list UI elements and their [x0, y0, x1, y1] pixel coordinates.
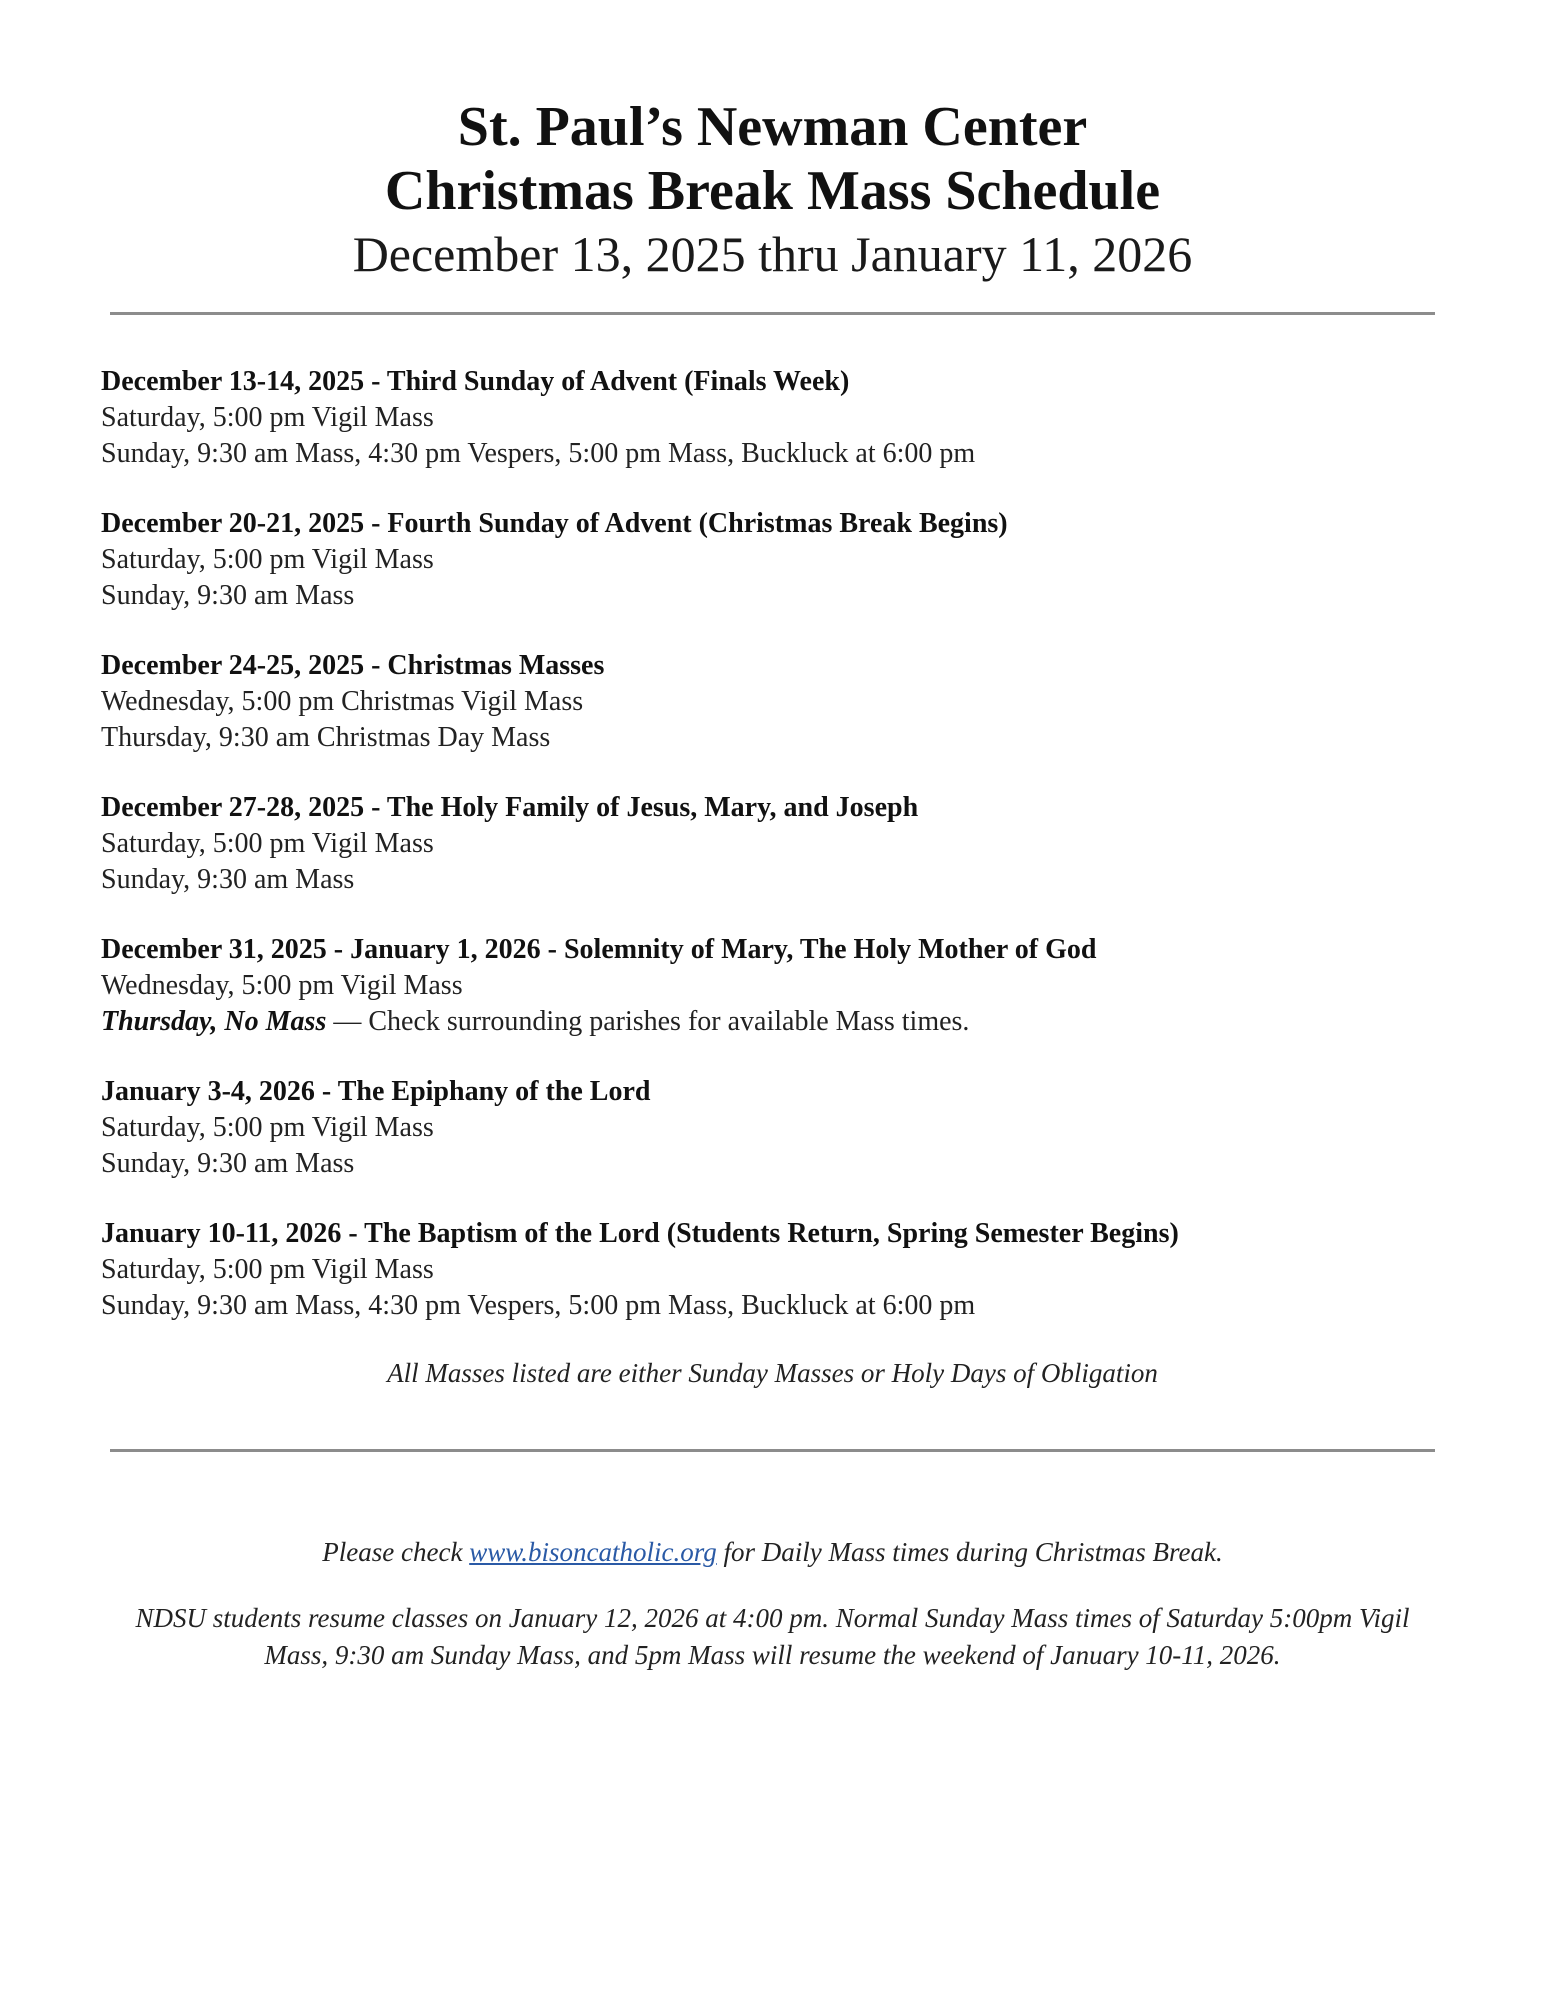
entry-heading: December 31, 2025 - January 1, 2026 - Solemnity of Mary, The Holy Mother of God: [101, 934, 1097, 965]
entry-line-special: [101, 1004, 1441, 1040]
entry-heading: January 10-11, 2026 - The Baptism of the Lord (Students Return, Spring Semester Begins): [101, 1218, 1179, 1249]
schedule-entry: [101, 364, 1441, 471]
entry-line: Saturday, 5:00 pm Vigil Mass: [101, 1112, 434, 1143]
obligation-note: All Masses listed are either Sunday Masses or Holy Days of Obligation: [387, 1358, 1158, 1388]
schedule-entry: [101, 790, 1441, 897]
entry-line: Sunday, 9:30 am Mass, 4:30 pm Vespers, 5:00 pm Mass, Buckluck at 6:00 pm: [101, 1289, 976, 1321]
top-divider: [110, 312, 1435, 315]
document-header: [0, 95, 1545, 285]
website-link[interactable]: www.bisoncatholic.org: [469, 1537, 717, 1567]
daily-mass-notice: [0, 1535, 1545, 1569]
no-mass-emphasis: Thursday, No Mass: [101, 1005, 327, 1037]
entry-line: Sunday, 9:30 am Mass, 4:30 pm Vespers, 5:00 pm Mass, Buckluck at 6:00 pm: [101, 437, 976, 469]
daily-mass-suffix: for Daily Mass times during Christmas Break.: [716, 1537, 1223, 1567]
entry-heading: December 20-21, 2025 - Fourth Sunday of Advent (Christmas Break Begins): [101, 508, 1008, 539]
entry-line: Sunday, 9:30 am Mass: [101, 863, 355, 895]
schedule-entry: [101, 506, 1441, 613]
entry-line: Sunday, 9:30 am Mass: [101, 579, 355, 611]
entry-line: Sunday, 9:30 am Mass: [101, 1147, 355, 1179]
classes-resume-notice: NDSU students resume classes on January 12, 2026 at 4:00 pm. Normal Sunday Mass times of Saturday 5:00pm Vigil Mass, 9:30 am Sunday Mass, and 5pm Mass will resume the weekend of January 10-11, 2026.: [135, 1603, 1410, 1670]
entry-line: Wednesday, 5:00 pm Vigil Mass: [101, 970, 463, 1001]
entry-heading: January 3-4, 2026 - The Epiphany of the Lord: [101, 1076, 651, 1107]
entry-line: Saturday, 5:00 pm Vigil Mass: [101, 402, 434, 433]
daily-mass-prefix: Please check: [322, 1537, 470, 1567]
entry-line: Thursday, 9:30 am Christmas Day Mass: [101, 721, 551, 753]
title-line-1: St. Paul’s Newman Center: [457, 96, 1088, 158]
bottom-divider: [110, 1449, 1435, 1452]
schedule-list: [101, 364, 1441, 1358]
schedule-entry: [101, 648, 1441, 755]
no-mass-note: — Check surrounding parishes for available Mass times.: [326, 1005, 970, 1037]
entry-line: Saturday, 5:00 pm Vigil Mass: [101, 544, 434, 575]
schedule-entry: [101, 932, 1441, 1039]
entry-heading: December 13-14, 2025 - Third Sunday of Advent (Finals Week): [101, 366, 850, 397]
entry-heading: December 24-25, 2025 - Christmas Masses: [101, 650, 605, 681]
entry-heading: December 27-28, 2025 - The Holy Family of Jesus, Mary, and Joseph: [101, 792, 919, 823]
title-line-2: Christmas Break Mass Schedule: [384, 160, 1161, 222]
entry-line: Wednesday, 5:00 pm Christmas Vigil Mass: [101, 686, 584, 717]
schedule-entry: [101, 1074, 1441, 1181]
entry-line: Saturday, 5:00 pm Vigil Mass: [101, 828, 434, 859]
schedule-entry: [101, 1216, 1441, 1323]
date-range: December 13, 2025 thru January 11, 2026: [352, 226, 1193, 282]
entry-line: Saturday, 5:00 pm Vigil Mass: [101, 1254, 434, 1285]
